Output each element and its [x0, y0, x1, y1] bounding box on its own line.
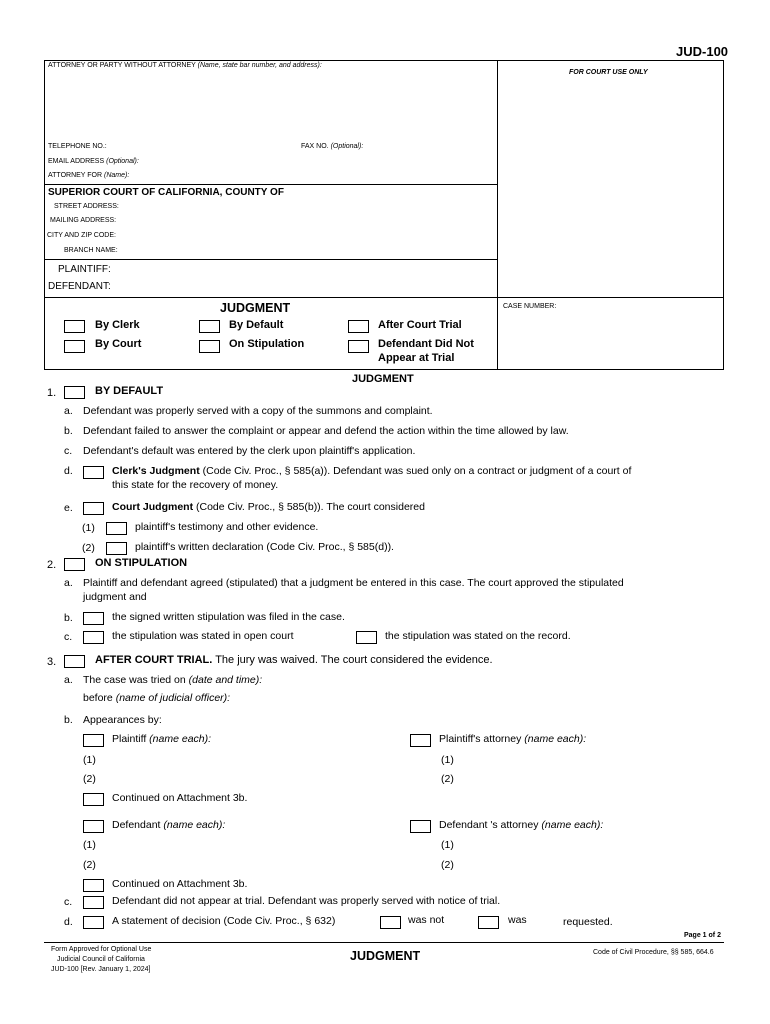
s1e1-text: plaintiff's testimony and other evidence. [135, 521, 319, 533]
plaintiff-name-label: Plaintiff (name each): [112, 733, 212, 745]
after-trial-checkbox[interactable] [348, 320, 369, 333]
mailing-label: MAILING ADDRESS: [50, 217, 117, 224]
did-not-appear-label-1: Defendant Did Not [378, 338, 474, 350]
plaintiff-1: (1) [83, 754, 96, 766]
plaintiff-attorney-1: (1) [441, 754, 454, 766]
s3d-checkbox[interactable] [83, 916, 104, 929]
form-revision: JUD-100 [Rev. January 1, 2024] [51, 966, 151, 973]
judgment-caption-title: JUDGMENT [220, 301, 291, 315]
plaintiff-2: (2) [83, 773, 96, 785]
caption-divider [497, 60, 498, 370]
plaintiff-checkbox[interactable] [83, 734, 104, 747]
s1d-text: Clerk's Judgment (Code Civ. Proc., § 585(a)). Defendant was sued only on a contract or judgment of a court of [112, 465, 632, 477]
by-court-label: By Court [95, 338, 142, 350]
s1-number: 1. [47, 387, 57, 399]
s2c-letter: c. [64, 631, 73, 643]
case-number-label: CASE NUMBER: [503, 303, 557, 310]
s3b-letter: b. [64, 714, 73, 726]
s2c-text: the stipulation was stated in open court [112, 630, 294, 642]
defendant-1: (1) [83, 839, 96, 851]
body-title: JUDGMENT [352, 373, 414, 385]
defendant-attorney-checkbox[interactable] [410, 820, 431, 833]
s3d-letter: d. [64, 916, 73, 928]
s2b-text: the signed written stipulation was filed in the case. [112, 611, 345, 623]
s1b-letter: b. [64, 425, 73, 437]
s2-checkbox[interactable] [64, 558, 85, 571]
s1e2-number: (2) [82, 542, 95, 554]
approved-line-1: Form Approved for Optional Use [51, 946, 152, 953]
plaintiff-continued-text: Continued on Attachment 3b. [112, 792, 248, 804]
footer-title: JUDGMENT [350, 949, 421, 963]
defendant-continued-checkbox[interactable] [83, 879, 104, 892]
court-name: SUPERIOR COURT OF CALIFORNIA, COUNTY OF [48, 187, 284, 198]
was-not-checkbox[interactable] [380, 916, 401, 929]
s1d-text-2: this state for the recovery of money. [112, 479, 279, 491]
s2-number: 2. [47, 559, 57, 571]
plaintiff-continued-checkbox[interactable] [83, 793, 104, 806]
s1e-letter: e. [64, 502, 73, 514]
s2a-text-2: judgment and [83, 591, 147, 603]
by-clerk-label: By Clerk [95, 319, 140, 331]
footer-code: Code of Civil Procedure, §§ 585, 664.6 [593, 949, 714, 956]
s1c-text: Defendant's default was entered by the clerk upon plaintiff's application. [83, 445, 416, 457]
defendant-checkbox[interactable] [83, 820, 104, 833]
s3d-text: A statement of decision (Code Civ. Proc., § 632) [112, 915, 336, 927]
s1-title: BY DEFAULT [95, 385, 164, 397]
s2b-checkbox[interactable] [83, 612, 104, 625]
page-number: Page 1 of 2 [684, 932, 721, 939]
s3c-checkbox[interactable] [83, 896, 104, 909]
by-court-checkbox[interactable] [64, 340, 85, 353]
s3-checkbox[interactable] [64, 655, 85, 668]
s2a-text: Plaintiff and defendant agreed (stipulated) that a judgment be entered in this case. The court approved the stipulated [83, 577, 624, 589]
after-trial-label: After Court Trial [378, 319, 462, 331]
s1e2-text: plaintiff's written declaration (Code Civ. Proc., § 585(d)). [135, 541, 394, 553]
s1d-letter: d. [64, 465, 73, 477]
by-default-label: By Default [229, 319, 284, 331]
defendant-label: DEFENDANT: [48, 281, 111, 292]
was-label: was [508, 914, 527, 926]
by-clerk-checkbox[interactable] [64, 320, 85, 333]
court-use-label: FOR COURT USE ONLY [569, 69, 648, 76]
form-id: JUD-100 [676, 44, 729, 59]
rule [44, 184, 498, 185]
s3a-letter: a. [64, 674, 73, 686]
defendant-continued-text: Continued on Attachment 3b. [112, 878, 248, 890]
plaintiff-attorney-checkbox[interactable] [410, 734, 431, 747]
rule [44, 259, 498, 260]
on-stipulation-checkbox[interactable] [199, 340, 220, 353]
plaintiff-attorney-label: Plaintiff's attorney (name each): [439, 733, 587, 745]
s2a-letter: a. [64, 577, 73, 589]
did-not-appear-label-2: Appear at Trial [378, 352, 455, 364]
s3a-text-2: before (name of judicial officer): [83, 692, 231, 704]
attorney-label: ATTORNEY OR PARTY WITHOUT ATTORNEY (Name, state bar number, and address): [48, 62, 322, 69]
requested-label: requested. [563, 916, 613, 928]
s1d-checkbox[interactable] [83, 466, 104, 479]
did-not-appear-checkbox[interactable] [348, 340, 369, 353]
s2c-record-checkbox[interactable] [356, 631, 377, 644]
on-stipulation-label: On Stipulation [229, 338, 305, 350]
s1c-letter: c. [64, 445, 73, 457]
s1a-text: Defendant was properly served with a copy of the summons and complaint. [83, 405, 433, 417]
attorney-for-label: ATTORNEY FOR (Name): [48, 172, 130, 179]
fax-label: FAX NO. (Optional): [301, 143, 364, 150]
s1e1-number: (1) [82, 522, 95, 534]
was-checkbox[interactable] [478, 916, 499, 929]
city-label: CITY AND ZIP CODE: [47, 232, 116, 239]
telephone-label: TELEPHONE NO.: [48, 143, 107, 150]
s3c-letter: c. [64, 896, 73, 908]
s1-checkbox[interactable] [64, 386, 85, 399]
approved-line-2: Judicial Council of California [57, 956, 145, 963]
defendant-name-label: Defendant (name each): [112, 819, 226, 831]
s2b-letter: b. [64, 612, 73, 624]
s1b-text: Defendant failed to answer the complaint or appear and defend the action within the time allowed by law. [83, 425, 569, 437]
s1e-text: Court Judgment (Code Civ. Proc., § 585(b)). The court considered [112, 501, 425, 513]
footer-rule [44, 942, 724, 943]
by-default-checkbox[interactable] [199, 320, 220, 333]
street-label: STREET ADDRESS: [54, 203, 119, 210]
defendant-attorney-2: (2) [441, 859, 454, 871]
defendant-attorney-1: (1) [441, 839, 454, 851]
s1a-letter: a. [64, 405, 73, 417]
s2-title: ON STIPULATION [95, 557, 188, 569]
s3-number: 3. [47, 656, 57, 668]
s1e-checkbox[interactable] [83, 502, 104, 515]
s3b-text: Appearances by: [83, 714, 162, 726]
was-not-label: was not [408, 914, 445, 926]
s3c-text: Defendant did not appear at trial. Defendant was properly served with notice of trial. [112, 895, 501, 907]
plaintiff-label: PLAINTIFF: [58, 264, 111, 275]
rule [44, 297, 724, 298]
defendant-2: (2) [83, 859, 96, 871]
s2c-checkbox[interactable] [83, 631, 104, 644]
plaintiff-attorney-2: (2) [441, 773, 454, 785]
s1e2-checkbox[interactable] [106, 542, 127, 555]
s1e1-checkbox[interactable] [106, 522, 127, 535]
s3-title: AFTER COURT TRIAL. The jury was waived. The court considered the evidence. [95, 654, 493, 666]
defendant-attorney-label: Defendant 's attorney (name each): [439, 819, 604, 831]
s3a-text: The case was tried on (date and time): [83, 674, 263, 686]
branch-label: BRANCH NAME: [64, 247, 118, 254]
s2c-record-text: the stipulation was stated on the record. [385, 630, 571, 642]
email-label: EMAIL ADDRESS (Optional): [48, 158, 139, 165]
